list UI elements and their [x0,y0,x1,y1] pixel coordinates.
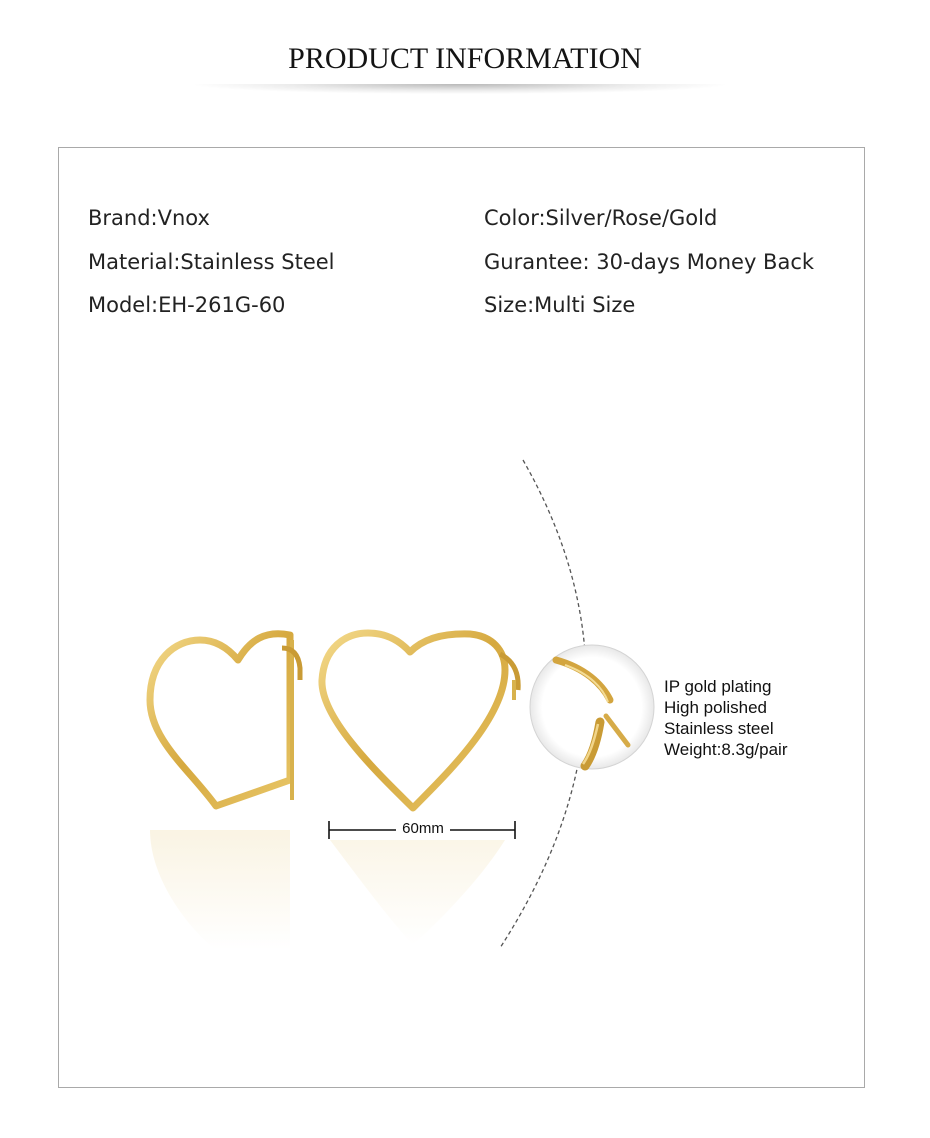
callout-line-weight: Weight:8.3g/pair [664,740,788,759]
callout-line-material: Stainless steel [664,719,774,738]
right-earring-reflection [330,840,505,945]
spec-model: Model:EH-261G-60 [88,293,286,317]
material-callout [664,676,787,760]
page-title: PRODUCT INFORMATION [288,42,642,75]
spec-brand: Brand:Vnox [88,206,210,230]
spec-material: Material:Stainless Steel [88,250,335,274]
spec-size: Size:Multi Size [484,293,636,317]
spec-color: Color:Silver/Rose/Gold [484,206,718,230]
spec-guarantee: Gurantee: 30-days Money Back [484,250,815,274]
callout-line-polish: High polished [664,698,768,717]
right-earring-icon [322,633,518,808]
dimension-label: 60mm [396,820,450,837]
callout-line-plating: IP gold plating [664,677,772,696]
zoom-detail-icon [530,645,654,769]
left-earring-icon [150,634,300,806]
left-earring-reflection [150,830,290,950]
